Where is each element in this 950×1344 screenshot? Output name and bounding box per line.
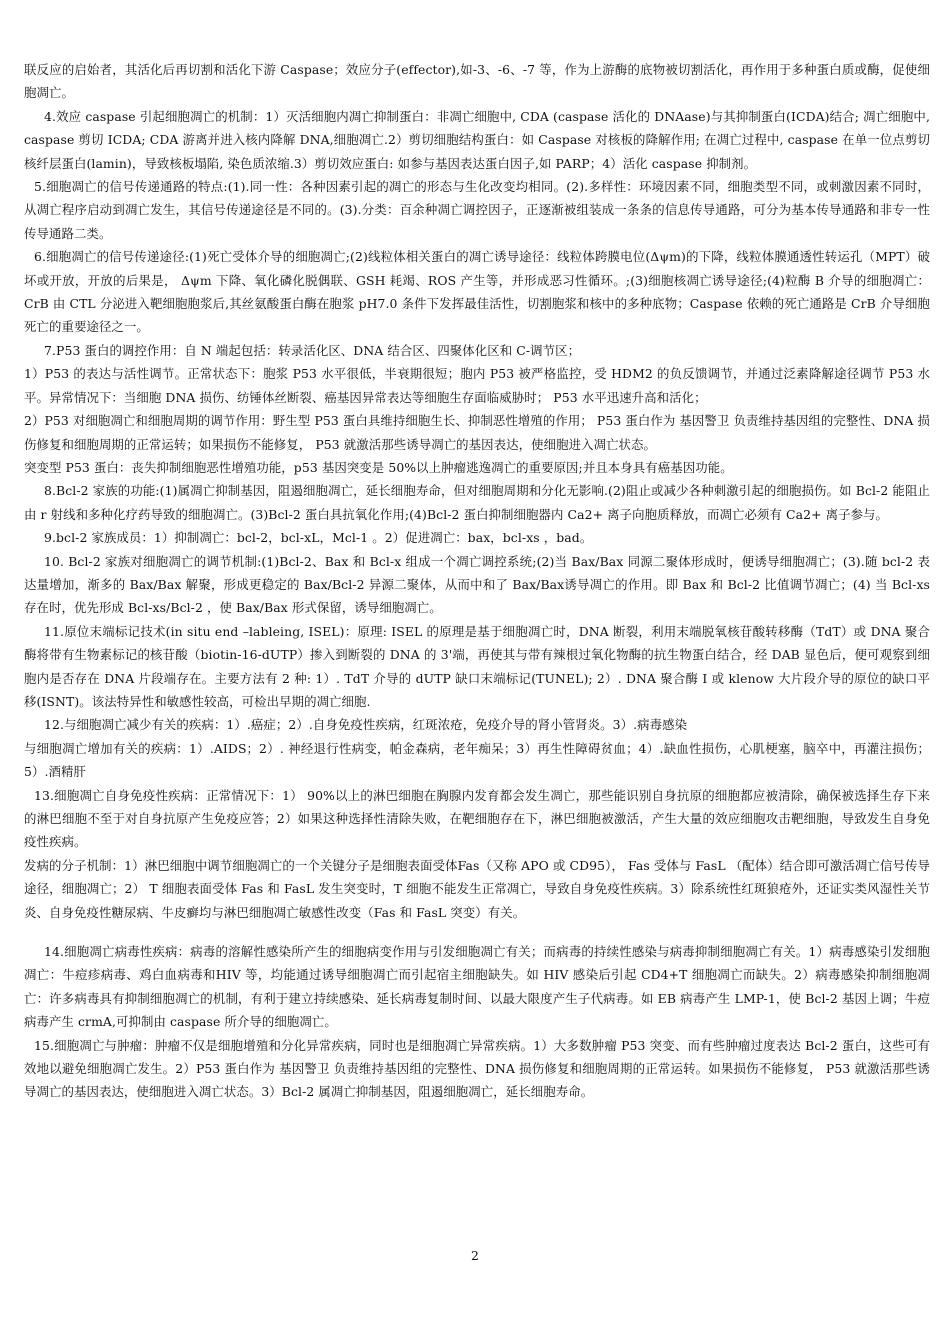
paragraph-7-p53-regulation: 7.P53 蛋白的调控作用：自 N 端起包括：转录活化区、DNA 结合区、四聚体化区和 C-调节区； bbox=[44, 342, 581, 358]
paragraph-10-bcl2-mechanism: 10. Bcl-2 家族对细胞凋亡的调节机制:(1)Bcl-2、Bax 和 Bcl-x 组成一个凋亡调控系统;(2)当 Bax/Bax 同源二聚体形成时，便诱导细胞凋亡；(3).随 bcl-2 表达量增加，渐多的 Bax/Bax 解聚，形成更稳定的 Bax/Bcl-2 异源二聚体，从而中和了 Bax/Bax诱导凋亡的作用。即 Bax 和 Bcl-2 比值调节凋亡；(4) 当 Bcl-xs 存在时，优先形成 Bcl-xs/Bcl-2 ，使 Bax/Bax 形式保留，诱导细胞凋亡。 bbox=[24, 553, 930, 616]
paragraph-13-molecular-mechanism: 发病的分子机制：1）淋巴细胞中调节细胞凋亡的一个关键分子是细胞表面受体Fas（又称 APO 或 CD95）， Fas 受体与 FasL （配体）结合即可激活凋亡信号传导途径，细胞凋亡；2） T 细胞表面受体 Fas 和 FasL 发生突变时，T 细胞不能发生正常凋亡，导致自身免疫性疾病。3）除系统性红斑狼疮外，还证实类风湿性关节炎、自身免疫性糖尿病、牛皮癣均与淋巴细胞凋亡敏感性改变（Fas 和 FasL 突变）有关。 bbox=[24, 857, 930, 920]
paragraph-12-increased-apoptosis: 与细胞凋亡增加有关的疾病：1）.AIDS；2）. 神经退行性病变，帕金森病，老年痴呆；3）再生性障碍贫血；4）.缺血性损伤，心肌梗塞，脑卒中，再灌注损伤；5）.酒精肝 bbox=[24, 740, 930, 780]
paragraph-5-signal-features: 5.细胞凋亡的信号传递通路的特点:(1).同一性：各种因素引起的凋亡的形态与生化改变均相同。(2).多样性：环境因素不同，细胞类型不同，或刺激因素不同时，从凋亡程序启动到凋亡发生，其信号传递途径是不同的。(3).分类：百余种凋亡调控因子，正逐渐被组装成一条条的信息传导通路，可分为基本传导通路和非专一性传导通路二类。 bbox=[24, 179, 930, 241]
document-body bbox=[24, 58, 930, 1104]
paragraph-7-p53-cell-cycle: 2）P53 对细胞凋亡和细胞周期的调节作用：野生型 P53 蛋白具维持细胞生长、抑制恶性增殖的作用； P53 蛋白作为 基因警卫 负责维持基因组的完整性、DNA 损伤修复和细胞周期的正常运转；如果损伤不能修复， P53 就激活那些诱导凋亡的基因表达，使细胞进入凋亡状态。 bbox=[24, 413, 930, 452]
paragraph-8-bcl2-function: 8.Bcl-2 家族的功能:(1)属凋亡抑制基因，阻遏细胞凋亡，延长细胞寿命，但对细胞周期和分化无影响.(2)阻止或减少各种刺激引起的细胞损伤。如 Bcl-2 能阻止由 r 射线和多种化疗药导致的细胞凋亡。(3)Bcl-2 蛋白具抗氧化作用;(4)Bcl-2 蛋白抑制细胞器内 Ca2+ 离子向胞质释放，而凋亡必须有 Ca2+ 离子参与。 bbox=[24, 483, 930, 522]
paragraph-13-autoimmune: 13.细胞凋亡自身免疫性疾病：正常情况下：1） 90%以上的淋巴细胞在胸腺内发育都会发生凋亡，那些能识别自身抗原的细胞都应被清除，确保被选择生存下来的淋巴细胞不至于对自身抗原产生免疫应答；2）如果这种选择性清除失败，在靶细胞存在下，淋巴细胞被激活，产生大量的效应细胞攻击靶细胞，导致发生自身免疫性疾病。 bbox=[24, 787, 930, 850]
paragraph-15-tumor: 15.细胞凋亡与肿瘤：肿瘤不仅是细胞增殖和分化异常疾病，同时也是细胞凋亡异常疾病。1）大多数肿瘤 P53 突变、而有些肿瘤过度表达 Bcl-2 蛋白，这些可有效地以避免细胞凋亡发生。2）P53 蛋白作为 基因警卫 负责维持基因组的完整性、DNA 损伤修复和细胞周期的正常运转。如果损伤不能修复， P53 就激活那些诱导凋亡的基因表达，使细胞进入凋亡状态。3）Bcl-2 属凋亡抑制基因，阻遏细胞凋亡，延长细胞寿命。 bbox=[24, 1037, 930, 1100]
paragraph-11-isel: 11.原位末端标记技术(in situ end –lableing, ISEL)：原理: ISEL 的原理是基于细胞凋亡时，DNA 断裂，利用末端脱氧核苷酸转移酶（TdT）或 DNA 聚合酶将带有生物素标记的核苷酸（biotin-16-dUTP）掺入到断裂的 DNA 的 3'端，再使其与带有辣根过氧化物酶的抗生物蛋白结合，经 DAB 显色后，便可观察到细胞内是否存在 DNA 片段端存在。主要方法有 2 种: 1）. TdT 介导的 dUTP 缺口末端标记(TUNEL); 2）. DNA 聚合酶 I 或 klenow 大片段介导的原位的缺口平移(ISNT)。该法特异性和敏感性较高，可检出早期的凋亡细胞. bbox=[24, 623, 930, 709]
page-number: 2 bbox=[471, 1248, 479, 1263]
paragraph-7-p53-expression: 1）P53 的表达与活性调节。正常状态下：胞浆 P53 水平很低，半衰期很短；胞内 P53 被严格监控，受 HDM2 的负反馈调节，并通过泛素降解途径调节 P53 水平。异常情况下：当细胞 DNA 损伤、纺锤体丝断裂、癌基因异常表达等细胞生存面临威胁时； P53 水平迅速升高和活化； bbox=[24, 366, 930, 405]
paragraph-12-decreased-apoptosis: 12.与细胞凋亡减少有关的疾病：1）.癌症；2）.自身免疫性疾病，红斑浓疮，免疫介导的肾小管肾炎。3）.病毒感染 bbox=[44, 717, 688, 733]
paragraph-4-effector-caspase: 4.效应 caspase 引起细胞凋亡的机制：1）灭活细胞内凋亡抑制蛋白：非凋亡细胞中, CDA (caspase 活化的 DNAase)与其抑制蛋白(ICDA)结合; 凋亡细胞中, caspase 剪切 ICDA; CDA 游离并进入核内降解 DNA,细胞凋亡.2）剪切细胞结构蛋白：如 Caspase 对核板的降解作用; 在凋亡过程中, caspase 在单一位点剪切核纤层蛋白(lamin)，导致核板塌陷, 染色质浓缩.3）剪切效应蛋白: 如参与基因表达蛋白因子,如 PARP；4）活化 caspase 抑制剂。 bbox=[24, 108, 930, 171]
paragraph-7-p53-mutant: 突变型 P53 蛋白：丧失抑制细胞恶性增殖功能，p53 基因突变是 50%以上肿瘤逃逸凋亡的重要原因;并且本身具有癌基因功能。 bbox=[24, 459, 733, 475]
paragraph-14-viral-disease: 14.细胞凋亡病毒性疾病：病毒的溶解性感染所产生的细胞病变作用与引发细胞凋亡有关；而病毒的持续性感染与病毒抑制细胞凋亡有关。1）病毒感染引发细胞凋亡：牛痘疹病毒、鸡白血病毒和HIV 等，均能通过诱导细胞凋亡而引起宿主细胞缺失。如 HIV 感染后引起 CD4+T 细胞凋亡而缺失。2）病毒感染抑制细胞凋亡：许多病毒具有抑制细胞凋亡的机制，有利于建立持续感染、延长病毒复制时间、以最大限度产生子代病毒。如 EB 病毒产生 LMP-1，使 Bcl-2 基因上调；牛痘病毒产生 crmA,可抑制由 caspase 所介导的细胞凋亡。 bbox=[24, 944, 930, 1030]
paragraph-6-signal-pathways: 6.细胞凋亡的信号传递途径:(1)死亡受体介导的细胞凋亡;(2)线粒体相关蛋白的凋亡诱导途径：线粒体跨膜电位(Δψm)的下降，线粒体膜通透性转运孔（MPT）破坏或开放，开放的后果是， Δψm 下降、氧化磷化脱偶联、GSH 耗竭、ROS 产生等，并形成恶习性循环。;(3)细胞核凋亡诱导途径;(4)粒酶 B 介导的细胞凋亡：CrB 由 CTL 分泌进入靶细胞胞浆后,其丝氨酸蛋白酶在胞浆 pH7.0 条件下发挥最佳活性，切割胞浆和核中的多种底物；Caspase 依赖的死亡通路是 CrB 介导细胞死亡的重要途径之一。 bbox=[24, 249, 930, 335]
paragraph-9-bcl2-members: 9.bcl-2 家族成员：1）抑制凋亡：bcl-2，bcl-xL，Mcl-1 。2）促进凋亡：bax，bcl-xs ，bad。 bbox=[44, 530, 593, 546]
paragraph-gap bbox=[24, 924, 930, 940]
paragraph-caspase-initiator: 联反应的启始者，其活化后再切割和活化下游 Caspase；效应分子(effector),如-3、-6、-7 等，作为上游酶的底物被切割活化，再作用于多种蛋白质或酶，促使细胞凋亡。 bbox=[24, 62, 930, 101]
